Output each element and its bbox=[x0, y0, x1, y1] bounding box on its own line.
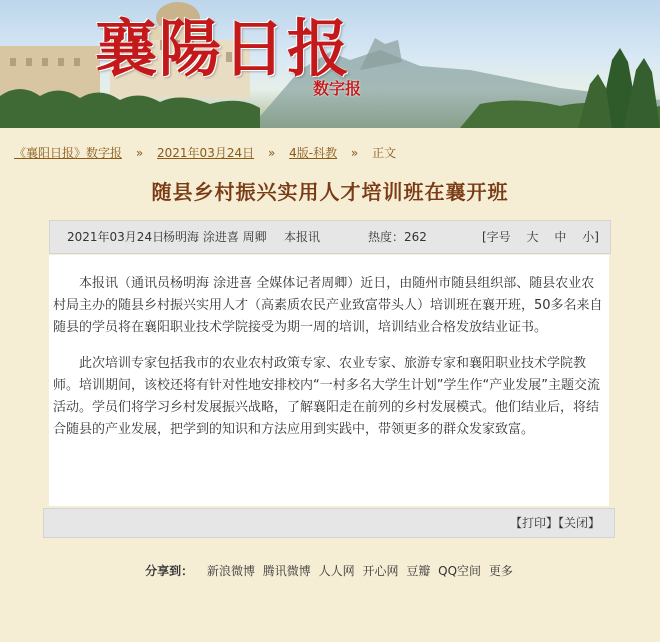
article-hits bbox=[368, 221, 427, 253]
share-renren-link[interactable]: 人人网 bbox=[318, 564, 355, 578]
breadcrumb-separator: » bbox=[267, 146, 276, 160]
breadcrumb-current: 正文 bbox=[372, 146, 397, 160]
article-paragraph: 本报讯（通讯员杨明海 涂进喜 全媒体记者周卿）近日，由随州市随县组织部、随县农业农村局主办的随县乡村振兴实用人才（高素质农民产业致富带头人）培训班在襄开班，50多名来自随县的学员将在襄阳职业技术学院接受为期一周的培训，培训结业合格发放结业证书。 bbox=[53, 276, 603, 335]
masthead-banner bbox=[0, 0, 660, 128]
share-sina-weibo-link[interactable]: 新浪微博 bbox=[206, 564, 255, 578]
print-button[interactable]: 【打印】 bbox=[509, 516, 558, 530]
hits-value: 262 bbox=[404, 230, 427, 244]
article-source: 本报讯 bbox=[284, 230, 321, 244]
breadcrumb-separator: » bbox=[350, 146, 359, 160]
article-authors: 杨明海 涂进喜 周卿 bbox=[163, 230, 267, 244]
breadcrumb-date-link[interactable]: 2021年03月24日 bbox=[157, 146, 255, 160]
share-bar bbox=[0, 562, 660, 579]
article-body bbox=[49, 255, 609, 506]
font-size-large-button[interactable]: 大 bbox=[526, 230, 539, 244]
close-button[interactable]: 【关闭】 bbox=[557, 516, 600, 530]
breadcrumb bbox=[0, 133, 660, 173]
share-more-link[interactable]: 更多 bbox=[488, 564, 513, 578]
article-title: 随县乡村振兴实用人才培训班在襄开班 bbox=[151, 180, 509, 204]
font-size-label: [字号 bbox=[482, 230, 511, 244]
digital-edition-label: 数字报 bbox=[313, 79, 362, 98]
font-size-controls bbox=[482, 221, 599, 253]
share-kaixin-link[interactable]: 开心网 bbox=[362, 564, 399, 578]
masthead-logo: 襄陽日报 bbox=[95, 12, 352, 85]
breadcrumb-separator: » bbox=[135, 146, 144, 160]
font-size-medium-button[interactable]: 中 bbox=[554, 230, 567, 244]
article-meta-bar bbox=[49, 220, 611, 254]
article-date: 2021年03月24日 bbox=[67, 230, 165, 244]
hits-label: 热度： bbox=[368, 230, 405, 244]
breadcrumb-page-link[interactable]: 4版-科教 bbox=[289, 146, 338, 160]
breadcrumb-paper-link[interactable]: 《襄阳日报》数字报 bbox=[14, 146, 123, 160]
share-douban-link[interactable]: 豆瓣 bbox=[406, 564, 431, 578]
share-label: 分享到： bbox=[145, 564, 194, 578]
share-tencent-weibo-link[interactable]: 腾讯微博 bbox=[262, 564, 311, 578]
font-size-small-button[interactable]: 小] bbox=[582, 230, 599, 244]
share-qzone-link[interactable]: QQ空间 bbox=[438, 564, 482, 578]
article-paragraph: 此次培训专家包括我市的农业农村政策专家、农业专家、旅游专家和襄阳职业技术学院教师。培训期间，该校还将有针对性地安排校内“一村多名大学生计划”学生作“产业发展”主题交流活动。学员们将学习乡村发展振兴战略，了解襄阳走在前列的乡村发展模式。他们结业后，将结合随县的产业发展，把学到的知识和方法应用到实践中，带领更多的群众发家致富。 bbox=[53, 356, 600, 437]
article-actions-bar bbox=[43, 508, 615, 538]
